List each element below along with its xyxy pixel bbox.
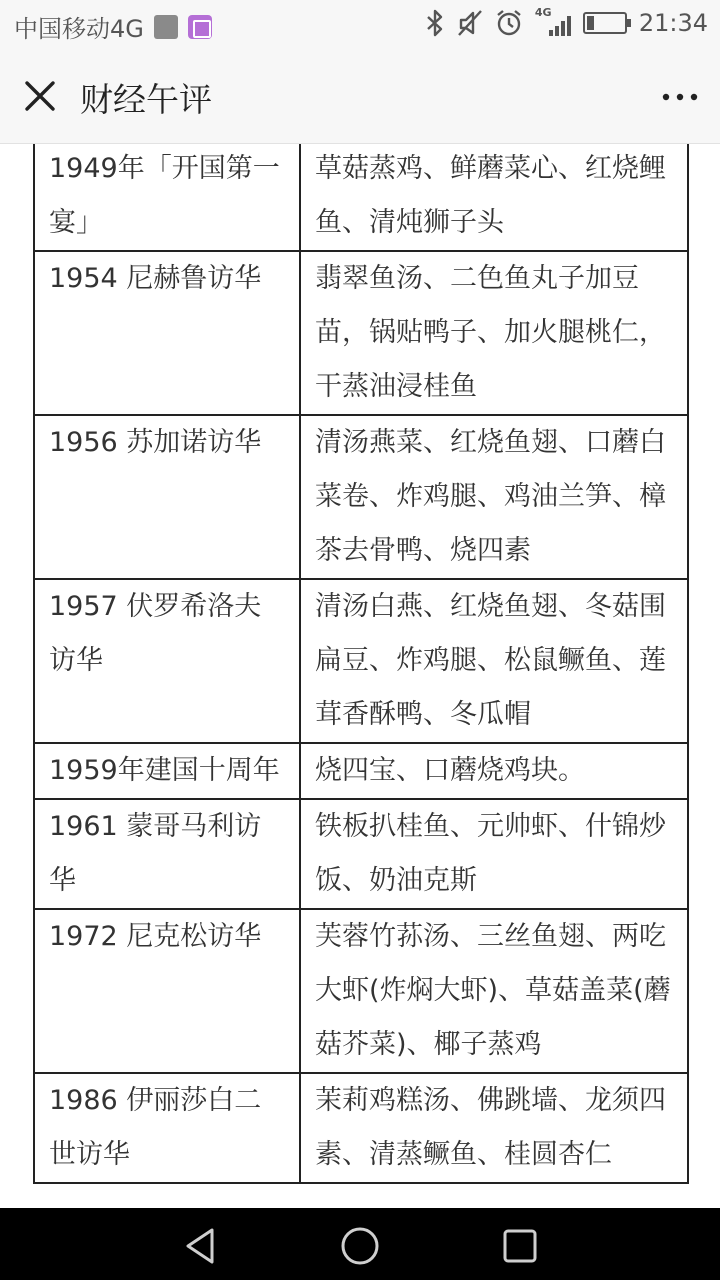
event-cell: 1961 蒙哥马利访华 [34, 799, 300, 909]
carrier-label: 中国移动4G [14, 15, 144, 43]
network-badge: 4G [534, 6, 552, 19]
dishes-cell: 茉莉鸡糕汤、佛跳墙、龙须四素、清蒸鳜鱼、桂圆杏仁 [300, 1073, 688, 1183]
table-row [34, 1073, 688, 1183]
dishes-cell: 铁板扒桂鱼、元帅虾、什锦炒饭、奶油克斯 [300, 799, 688, 909]
alarm-icon [495, 9, 523, 37]
gallery-notification-icon [188, 15, 212, 39]
dishes-cell: 芙蓉竹荪汤、三丝鱼翅、两吃大虾(炸焖大虾)、草菇盖菜(蘑菇芥菜)、椰子蒸鸡 [300, 909, 688, 1073]
page-title: 财经午评 [80, 80, 212, 119]
table-row [34, 909, 688, 1073]
table-row [34, 251, 688, 415]
event-cell: 1949年「开国第一宴」 [34, 144, 300, 251]
state-banquet-table [33, 144, 689, 1184]
mute-icon [457, 9, 483, 37]
dishes-cell: 草菇蒸鸡、鲜蘑菜心、红烧鲤鱼、清炖狮子头 [300, 144, 688, 251]
dishes-cell: 清汤白燕、红烧鱼翅、冬菇围扁豆、炸鸡腿、松鼠鳜鱼、莲茸香酥鸭、冬瓜帽 [300, 579, 688, 743]
bluetooth-icon [425, 9, 445, 37]
event-cell: 1956 苏加诺访华 [34, 415, 300, 579]
back-icon [180, 1226, 220, 1266]
table-row [34, 743, 688, 799]
home-button[interactable] [340, 1226, 380, 1266]
article-content[interactable] [0, 144, 720, 1208]
more-icon [660, 80, 700, 114]
image-notification-icon [154, 15, 178, 39]
table-row [34, 415, 688, 579]
dishes-cell: 烧四宝、口蘑烧鸡块。 [300, 743, 688, 799]
recents-icon [500, 1226, 540, 1266]
event-cell: 1959年建国十周年 [34, 743, 300, 799]
event-cell: 1957 伏罗希洛夫访华 [34, 579, 300, 743]
back-button[interactable] [180, 1226, 220, 1266]
event-cell: 1986 伊丽莎白二世访华 [34, 1073, 300, 1183]
event-cell: 1972 尼克松访华 [34, 909, 300, 1073]
dishes-cell: 翡翠鱼汤、二色鱼丸子加豆苗，锅贴鸭子、加火腿桃仁，干蒸油浸桂鱼 [300, 251, 688, 415]
title-bar [0, 50, 720, 144]
signal-icon [534, 6, 571, 36]
home-icon [340, 1226, 380, 1266]
event-cell: 1954 尼赫鲁访华 [34, 251, 300, 415]
table-row [34, 579, 688, 743]
dishes-cell: 清汤燕菜、红烧鱼翅、口蘑白菜卷、炸鸡腿、鸡油兰笋、樟茶去骨鸭、烧四素 [300, 415, 688, 579]
close-button[interactable] [22, 78, 58, 114]
close-icon [22, 78, 58, 114]
recents-button[interactable] [500, 1226, 540, 1266]
more-button[interactable] [660, 80, 700, 114]
battery-icon [583, 12, 627, 34]
table-row [34, 799, 688, 909]
table-row [34, 144, 688, 251]
status-bar [0, 0, 720, 50]
navigation-bar [0, 1208, 720, 1280]
clock: 21:34 [638, 9, 708, 37]
